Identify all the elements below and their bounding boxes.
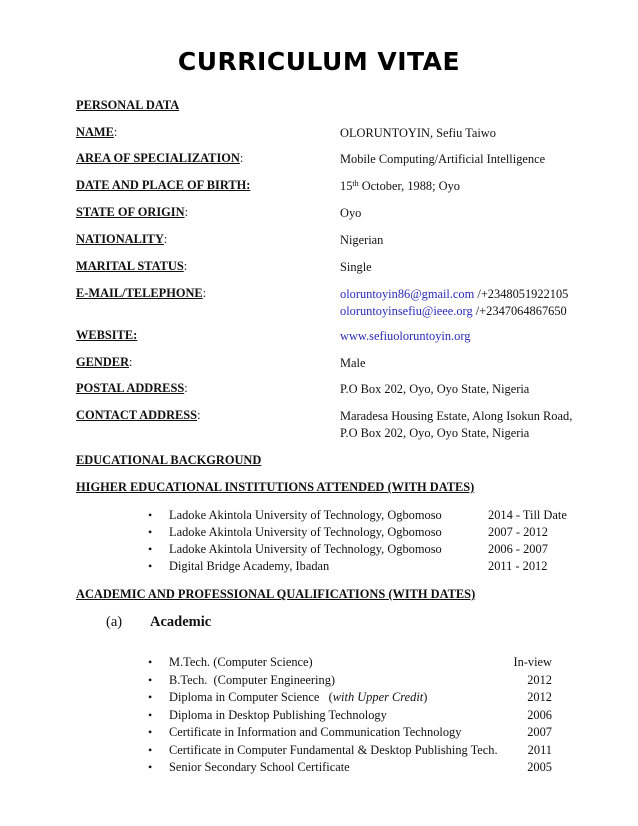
field-value: Oyo [340,206,362,220]
qualification-name: Senior Secondary School Certificate [169,760,350,774]
academic-index: (a) [106,614,123,630]
list-item [148,525,588,542]
educational-background-heading: EDUCATIONAL BACKGROUND [76,453,262,467]
qualification-year: 2012 [527,690,552,704]
list-item [148,542,588,559]
field-state-of-origin [76,205,596,223]
bullet-icon: • [148,760,153,774]
bullet-icon: • [148,673,153,687]
document-title: CURRICULUM VITAE [177,47,461,76]
list-item [148,725,588,742]
field-gender [76,355,596,373]
institution-name: Ladoke Akintola University of Technology, Ogbomoso [169,508,442,522]
qualification-year: 2012 [527,673,552,687]
list-item [148,673,588,690]
email-link-gmail[interactable]: oloruntoyin86@gmail.com [340,287,475,301]
institution-name: Digital Bridge Academy, Ibadan [169,559,330,573]
bullet-icon: • [148,655,153,669]
qualifications-heading: ACADEMIC AND PROFESSIONAL QUALIFICATIONS (WITH DATES) [76,587,476,601]
bullet-icon: • [148,508,153,522]
field-value: Single [340,260,372,274]
email-link-ieee[interactable]: oloruntoyinsefiu@ieee.org [340,304,473,318]
list-item [148,708,588,725]
field-postal-address [76,381,596,399]
list-item [148,760,588,777]
qualification-year: 2005 [527,760,552,774]
field-website [76,328,596,346]
qualification-name: Certificate in Information and Communication Technology [169,725,462,739]
institution-dates: 2006 - 2007 [488,542,548,556]
field-value: Mobile Computing/Artificial Intelligence [340,152,546,166]
field-label: E-MAIL/TELEPHONE: [76,286,207,300]
academic-subheading: Academic [150,614,212,630]
qualification-name: B.Tech. (Computer Engineering) [169,673,336,687]
field-label: GENDER: [76,355,133,369]
bullet-icon: • [148,725,153,739]
bullet-icon: • [148,525,153,539]
field-value: 15th October, 1988; Oyo [340,179,460,193]
field-value: Nigerian [340,233,384,247]
field-label: WEBSITE: [76,328,138,342]
institutions-heading: HIGHER EDUCATIONAL INSTITUTIONS ATTENDED (WITH DATES) [76,480,475,494]
list-item [148,743,588,760]
field-nationality [76,232,596,250]
phone-1: /+2348051922105 [474,287,569,301]
bullet-icon: • [148,690,153,704]
qualification-name: M.Tech. (Computer Science) [169,655,313,669]
institution-name: Ladoke Akintola University of Technology, Ogbomoso [169,525,442,539]
qualification-year: 2006 [527,708,552,722]
website-link[interactable]: www.sefiuoloruntoyin.org [340,329,471,343]
qualification-name: Certificate in Computer Fundamental & Desktop Publishing Tech. [169,743,498,757]
qualification-year: 2011 [527,743,552,757]
qualification-name: Diploma in Computer Science (with Upper Credit) [169,690,428,704]
qualification-year: 2007 [527,725,552,739]
field-value: P.O Box 202, Oyo, Oyo State, Nigeria [340,382,530,396]
field-specialization [76,151,596,169]
field-label: DATE AND PLACE OF BIRTH: [76,178,251,192]
institution-dates: 2014 - Till Date [488,508,567,522]
field-email-telephone [76,286,596,320]
field-label: POSTAL ADDRESS: [76,381,188,395]
qualification-name: Diploma in Desktop Publishing Technology [169,708,387,722]
personal-data-heading: PERSONAL DATA [76,98,180,112]
list-item [148,559,588,576]
field-marital-status [76,259,596,277]
field-value [340,286,568,320]
list-item [148,508,588,525]
institution-dates: 2007 - 2012 [488,525,548,539]
field-value: Maradesa Housing Estate, Along Isokun Road, P.O Box 202, Oyo, Oyo State, Nigeria [340,409,573,440]
field-value: OLORUNTOYIN, Sefiu Taiwo [340,126,496,140]
institution-name: Ladoke Akintola University of Technology, Ogbomoso [169,542,442,556]
bullet-icon: • [148,708,153,722]
field-value: Male [340,356,366,370]
field-label: MARITAL STATUS: [76,259,188,273]
list-item [148,690,588,707]
bullet-icon: • [148,542,153,556]
field-label: NAME: [76,125,118,139]
bullet-icon: • [148,559,153,573]
bullet-icon: • [148,743,153,757]
field-contact-address [76,408,596,442]
field-label: CONTACT ADDRESS: [76,408,201,422]
phone-2: /+2347064867650 [472,304,567,318]
field-label: STATE OF ORIGIN: [76,205,189,219]
field-birth [76,178,596,196]
field-name [76,125,596,143]
list-item [148,655,588,672]
field-label: AREA OF SPECIALIZATION: [76,151,244,165]
field-label: NATIONALITY: [76,232,168,246]
institution-dates: 2011 - 2012 [488,559,548,573]
qualification-year: In-view [513,655,552,669]
